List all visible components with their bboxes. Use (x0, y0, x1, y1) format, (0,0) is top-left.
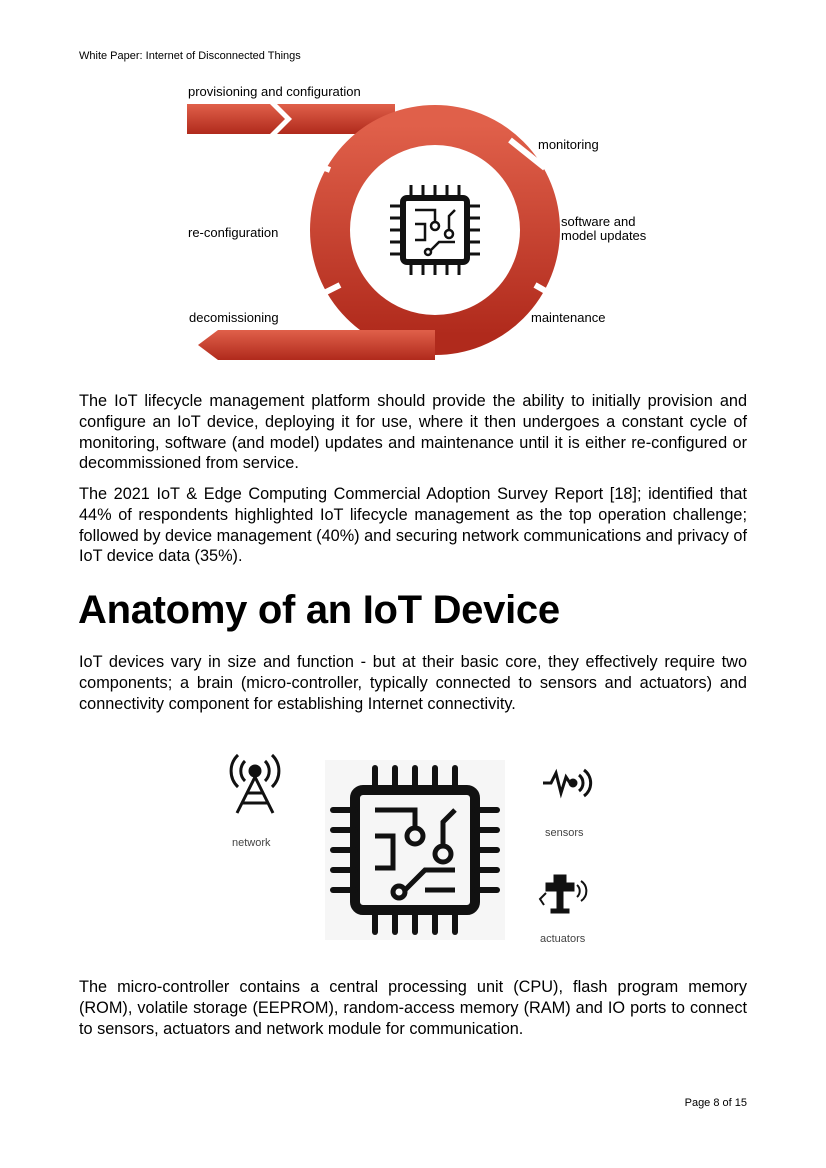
label-software-updates-2: model updates (561, 228, 647, 243)
label-sensors: sensors (545, 827, 584, 839)
lifecycle-diagram (180, 80, 660, 370)
label-provisioning: provisioning and configuration (188, 84, 361, 99)
paragraph-anatomy: IoT devices vary in size and function - but at their basic core, they effectively require two components; a brain (micro-controller, typically connected to sensors and actuators) and connectivity component for establishing Internet connectivity. (79, 653, 747, 713)
label-reconfiguration: re-configuration (188, 225, 279, 240)
antenna-tower-icon (231, 755, 279, 813)
section-heading: Anatomy of an IoT Device (78, 588, 560, 632)
sensor-wave-icon (543, 770, 591, 796)
label-decommissioning: decomissioning (189, 310, 279, 325)
actuator-icon (540, 875, 586, 913)
label-network: network (232, 837, 271, 849)
paragraph-microcontroller: The micro-controller contains a central processing unit (CPU), flash program memory (ROM), volatile storage (EEPROM), random-access memory (RAM) and IO ports to connect to sensors, actuators and network module for communication. (79, 978, 747, 1038)
provisioning-arrow-left (187, 104, 285, 134)
page-header: White Paper: Internet of Disconnected Things (79, 50, 301, 62)
label-monitoring: monitoring (538, 137, 599, 152)
decommissioning-arrow (198, 330, 435, 360)
label-maintenance: maintenance (531, 310, 606, 325)
label-software-updates-1: software and (561, 214, 636, 229)
anatomy-diagram (215, 745, 615, 955)
paragraph-lifecycle: The IoT lifecycle management platform should provide the ability to initially provision and configure an IoT device, deploying it for use, where it then undergoes a constant cycle of monitoring, software (and model) updates and maintenance until it is either re-configured or decommissioned from service. (79, 392, 747, 473)
paragraph-survey: The 2021 IoT & Edge Computing Commercial Adoption Survey Report [18]; identified that 44% of respondents highlighted IoT lifecycle management as the top operation challenge; followed by device management (40%) and securing network communications and privacy of IoT device data (35%). (79, 485, 747, 566)
microchip-icon (390, 185, 480, 275)
anatomy-graphic (215, 745, 615, 955)
page-number: Page 8 of 15 (684, 1097, 747, 1109)
label-actuators: actuators (540, 933, 586, 945)
